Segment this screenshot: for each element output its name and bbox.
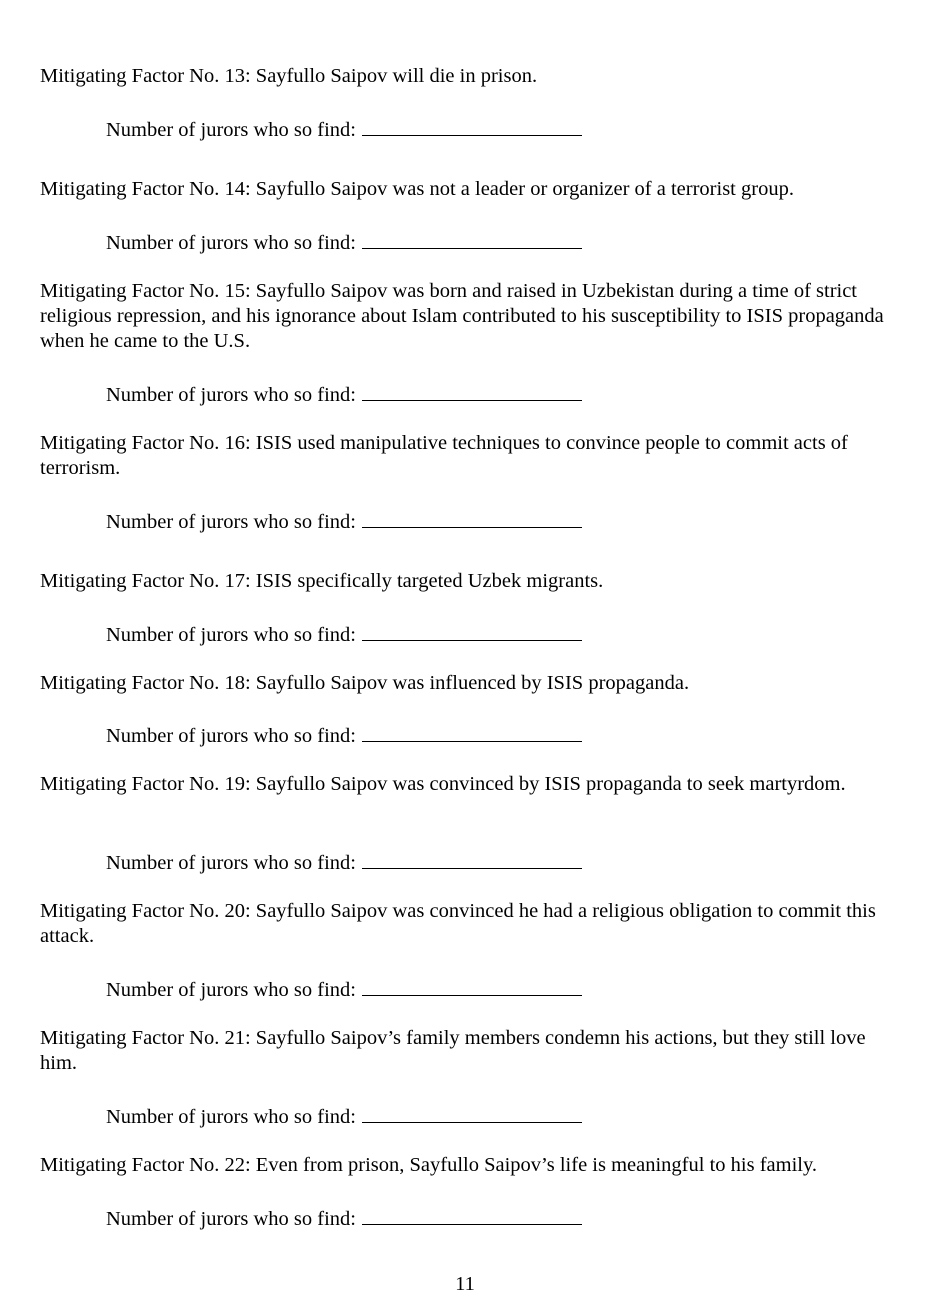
jurors-blank-line [362, 228, 582, 249]
jurors-count-21 [106, 1102, 582, 1130]
jurors-blank-line [362, 620, 582, 641]
jurors-label: Number of jurors who so find: [106, 511, 356, 533]
jurors-label: Number of jurors who so find: [106, 119, 356, 141]
jurors-blank-line [362, 1204, 582, 1225]
jurors-count-18 [106, 721, 582, 749]
jurors-blank-line [362, 721, 582, 742]
mitigating-factor-16: Mitigating Factor No. 16: ISIS used manipulative techniques to convince people to commit acts of terrorism. [40, 432, 848, 479]
jurors-blank-line [362, 380, 582, 401]
jurors-label: Number of jurors who so find: [106, 852, 356, 874]
mitigating-factor-14: Mitigating Factor No. 14: Sayfullo Saipov was not a leader or organizer of a terrorist group. [40, 178, 794, 200]
jurors-blank-line [362, 507, 582, 528]
mitigating-factor-18: Mitigating Factor No. 18: Sayfullo Saipov was influenced by ISIS propaganda. [40, 672, 690, 694]
jurors-count-14 [106, 228, 582, 256]
mitigating-factor-22: Mitigating Factor No. 22: Even from prison, Sayfullo Saipov’s life is meaningful to his family. [40, 1154, 818, 1176]
jurors-count-20 [106, 975, 582, 1003]
jurors-blank-line [362, 1102, 582, 1123]
jurors-label: Number of jurors who so find: [106, 624, 356, 646]
jurors-count-19 [106, 848, 582, 876]
jurors-blank-line [362, 975, 582, 996]
mitigating-factor-17: Mitigating Factor No. 17: ISIS specifically targeted Uzbek migrants. [40, 570, 604, 592]
jurors-count-22 [106, 1204, 582, 1232]
mitigating-factor-15: Mitigating Factor No. 15: Sayfullo Saipov was born and raised in Uzbekistan during a time of strict religious repression, and his ignorance about Islam contributed to his susceptibility to ISIS propaganda when he came to the U.S. [40, 280, 884, 352]
jurors-label: Number of jurors who so find: [106, 979, 356, 1001]
jurors-label: Number of jurors who so find: [106, 384, 356, 406]
jurors-blank-line [362, 848, 582, 869]
mitigating-factor-19: Mitigating Factor No. 19: Sayfullo Saipov was convinced by ISIS propaganda to seek martyrdom. [40, 773, 846, 795]
jurors-count-16 [106, 507, 582, 535]
jurors-count-15 [106, 380, 582, 408]
jurors-label: Number of jurors who so find: [106, 725, 356, 747]
jurors-label: Number of jurors who so find: [106, 1106, 356, 1128]
jurors-blank-line [362, 115, 582, 136]
jurors-label: Number of jurors who so find: [106, 1208, 356, 1230]
mitigating-factor-13: Mitigating Factor No. 13: Sayfullo Saipov will die in prison. [40, 65, 538, 87]
mitigating-factor-21: Mitigating Factor No. 21: Sayfullo Saipov’s family members condemn his actions, but they still love him. [40, 1027, 866, 1074]
jurors-count-13 [106, 115, 582, 143]
mitigating-factor-20: Mitigating Factor No. 20: Sayfullo Saipov was convinced he had a religious obligation to commit this attack. [40, 900, 876, 947]
jurors-label: Number of jurors who so find: [106, 232, 356, 254]
page-number: 11 [455, 1273, 475, 1295]
jurors-count-17 [106, 620, 582, 648]
